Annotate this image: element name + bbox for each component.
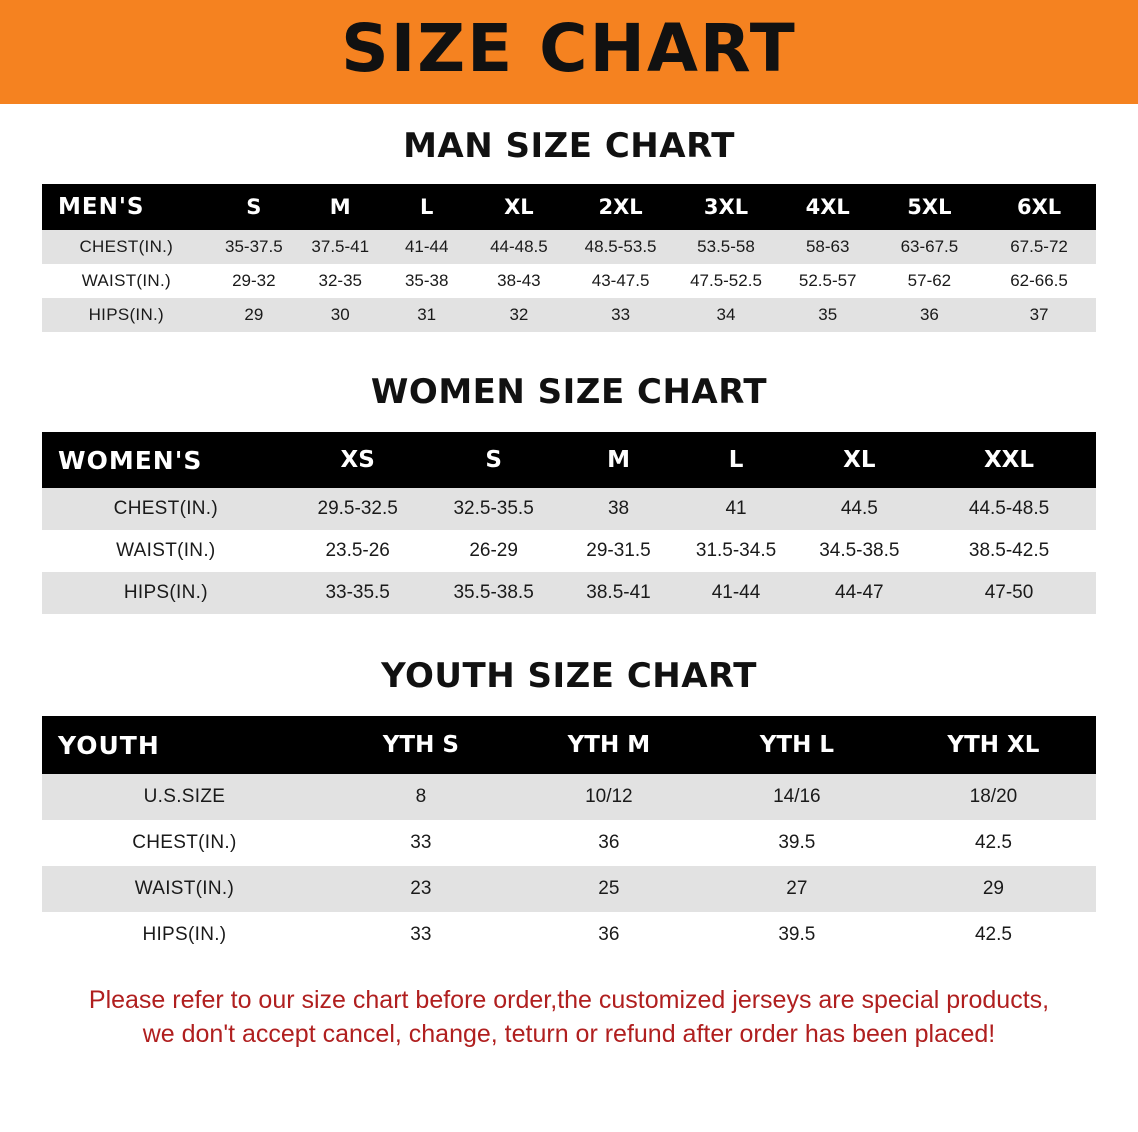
man-cell: 38-43 [470, 264, 568, 298]
youth-cell: 42.5 [891, 912, 1096, 958]
women-cell: 41-44 [675, 572, 796, 614]
women-cell: 47-50 [922, 572, 1096, 614]
youth-cell: 29 [891, 866, 1096, 912]
man-cell: 62-66.5 [982, 264, 1096, 298]
man-header-cell: XL [504, 195, 534, 219]
women-table-header-row [42, 432, 1096, 488]
table-row [42, 820, 1096, 866]
table-row [42, 572, 1096, 614]
man-cell: 63-67.5 [877, 230, 982, 264]
youth-cell: 36 [515, 820, 703, 866]
women-header-cell: L [728, 447, 744, 473]
man-cell: 33 [568, 298, 673, 332]
women-cell: 23.5-26 [290, 530, 426, 572]
man-header-cell: MEN'S [58, 194, 145, 220]
man-cell: 37 [982, 298, 1096, 332]
youth-row-label: HIPS(IN.) [42, 912, 327, 958]
youth-header-cell: YTH S [382, 732, 459, 758]
man-cell: 41-44 [383, 230, 469, 264]
youth-table-header-row [42, 716, 1096, 774]
man-cell: 36 [877, 298, 982, 332]
man-cell: 43-47.5 [568, 264, 673, 298]
women-cell: 34.5-38.5 [797, 530, 922, 572]
page-title: SIZE CHART [341, 10, 797, 87]
man-cell: 52.5-57 [779, 264, 877, 298]
women-cell: 29-31.5 [562, 530, 676, 572]
youth-header-cell: YOUTH [58, 730, 160, 760]
youth-row-label: WAIST(IN.) [42, 866, 327, 912]
table-row [42, 912, 1096, 958]
table-row [42, 774, 1096, 820]
women-cell: 44.5 [797, 488, 922, 530]
youth-cell: 36 [515, 912, 703, 958]
table-row [42, 530, 1096, 572]
youth-header-cell: YTH XL [947, 732, 1040, 758]
table-row [42, 488, 1096, 530]
man-header-cell: L [419, 195, 434, 219]
women-cell: 38.5-41 [562, 572, 676, 614]
women-cell: 38.5-42.5 [922, 530, 1096, 572]
man-cell: 29 [211, 298, 297, 332]
man-cell: 29-32 [211, 264, 297, 298]
women-cell: 41 [675, 488, 796, 530]
women-cell: 44-47 [797, 572, 922, 614]
women-cell: 32.5-35.5 [426, 488, 562, 530]
youth-cell: 10/12 [515, 774, 703, 820]
youth-cell: 25 [515, 866, 703, 912]
man-cell: 37.5-41 [297, 230, 383, 264]
youth-header-cell: YTH L [759, 732, 834, 758]
women-cell: 26-29 [426, 530, 562, 572]
women-cell: 44.5-48.5 [922, 488, 1096, 530]
youth-header-cell: YTH M [567, 732, 651, 758]
women-header-cell: XXL [983, 447, 1035, 473]
man-size-table-wrapper [42, 184, 1096, 332]
women-cell: 31.5-34.5 [675, 530, 796, 572]
women-cell: 35.5-38.5 [426, 572, 562, 614]
youth-cell: 23 [327, 866, 515, 912]
man-row-label: HIPS(IN.) [42, 298, 211, 332]
youth-cell: 8 [327, 774, 515, 820]
youth-row-label: U.S.SIZE [42, 774, 327, 820]
women-size-table [42, 432, 1096, 614]
women-row-label: CHEST(IN.) [42, 488, 290, 530]
women-header-cell: XS [340, 447, 375, 473]
man-size-table [42, 184, 1096, 332]
women-section-title: WOMEN SIZE CHART [370, 372, 768, 412]
disclaimer-line-2: we don't accept cancel, change, teturn or refund after order has been placed! [142, 1019, 996, 1048]
women-size-table-wrapper [42, 432, 1096, 614]
man-header-cell: 5XL [907, 195, 952, 219]
man-row-label: WAIST(IN.) [42, 264, 211, 298]
women-row-label: WAIST(IN.) [42, 530, 290, 572]
man-row-label: CHEST(IN.) [42, 230, 211, 264]
youth-cell: 18/20 [891, 774, 1096, 820]
youth-row-label: CHEST(IN.) [42, 820, 327, 866]
man-header-cell: 2XL [598, 195, 643, 219]
man-cell: 57-62 [877, 264, 982, 298]
man-cell: 35-37.5 [211, 230, 297, 264]
man-header-cell: M [329, 195, 351, 219]
man-cell: 53.5-58 [673, 230, 778, 264]
table-row [42, 866, 1096, 912]
youth-cell: 33 [327, 912, 515, 958]
man-header-cell: 3XL [703, 195, 749, 219]
youth-cell: 42.5 [891, 820, 1096, 866]
man-header-cell: 4XL [805, 195, 850, 219]
youth-cell: 39.5 [703, 912, 891, 958]
man-cell: 58-63 [779, 230, 877, 264]
women-header-cell: WOMEN'S [58, 445, 203, 475]
man-cell: 35-38 [383, 264, 469, 298]
man-header-cell: 6XL [1016, 195, 1062, 219]
man-cell: 67.5-72 [982, 230, 1096, 264]
man-cell: 44-48.5 [470, 230, 568, 264]
youth-size-table-wrapper [42, 716, 1096, 958]
women-header-cell: M [607, 447, 630, 473]
women-cell: 33-35.5 [290, 572, 426, 614]
table-row [42, 230, 1096, 264]
women-header-cell: S [485, 447, 502, 473]
man-cell: 47.5-52.5 [673, 264, 778, 298]
women-cell: 29.5-32.5 [290, 488, 426, 530]
man-cell: 32 [470, 298, 568, 332]
youth-size-table [42, 716, 1096, 958]
man-section-title: MAN SIZE CHART [403, 126, 735, 166]
youth-cell: 39.5 [703, 820, 891, 866]
women-cell: 38 [562, 488, 676, 530]
youth-cell: 27 [703, 866, 891, 912]
disclaimer-line-1: Please refer to our size chart before order,the customized jerseys are special products, [88, 986, 1050, 1014]
youth-cell: 14/16 [703, 774, 891, 820]
table-row [42, 298, 1096, 332]
man-cell: 48.5-53.5 [568, 230, 673, 264]
man-cell: 32-35 [297, 264, 383, 298]
man-cell: 30 [297, 298, 383, 332]
man-cell: 31 [383, 298, 469, 332]
man-table-header-row [42, 184, 1096, 230]
women-row-label: HIPS(IN.) [42, 572, 290, 614]
man-header-cell: S [246, 195, 262, 219]
man-cell: 34 [673, 298, 778, 332]
youth-cell: 33 [327, 820, 515, 866]
women-header-cell: XL [843, 447, 876, 473]
youth-section-title: YOUTH SIZE CHART [381, 656, 757, 696]
table-row [42, 264, 1096, 298]
banner [0, 0, 1138, 104]
man-cell: 35 [779, 298, 877, 332]
disclaimer-note [64, 984, 1074, 1052]
